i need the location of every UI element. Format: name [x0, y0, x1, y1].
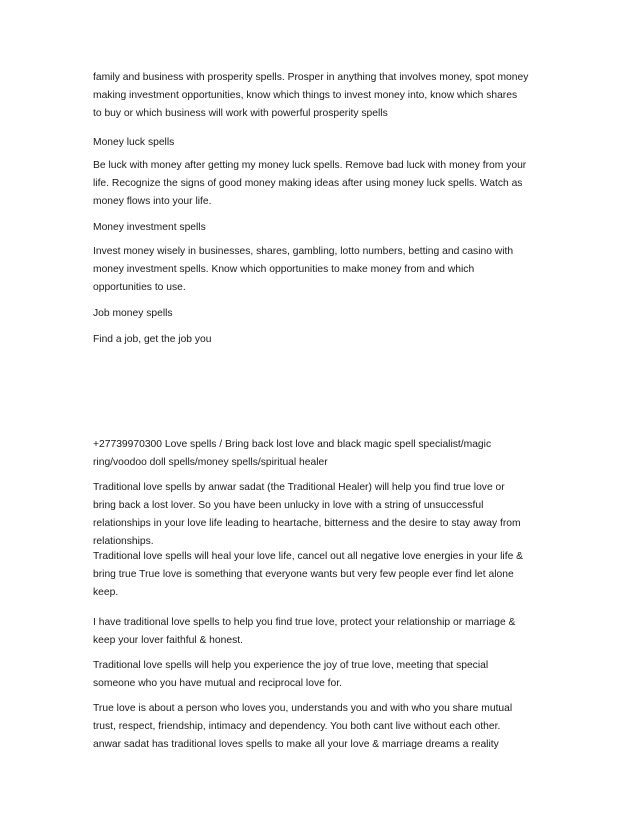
text-line: family and business with prosperity spells. Prosper in anything that involves money, spot money — [93, 72, 529, 83]
paragraph-joy-of-true-love — [93, 657, 553, 693]
text-line: relationships. — [93, 536, 154, 547]
text-line: money flows into your life. — [93, 196, 212, 207]
text-line: I have traditional love spells to help you find true love, protect your relationship or marriage & — [93, 617, 516, 628]
paragraph-true-love-definition — [93, 700, 553, 754]
heading-money-luck-spells — [93, 134, 553, 152]
text-line: trust, respect, friendship, intimacy and dependency. You both cant live without each other. — [93, 721, 501, 732]
paragraph-money-luck — [93, 157, 553, 211]
text-line: True love is about a person who loves you, understands you and with who you share mutual — [93, 703, 513, 714]
text-line: bring true True love is something that everyone wants but very few people ever find let alone — [93, 569, 514, 580]
text-line: keep your lover faithful & honest. — [93, 635, 243, 646]
text-line: to buy or which business will work with powerful prosperity spells — [93, 108, 388, 119]
text-line: money investment spells. Know which opportunities to make money from and which — [93, 264, 475, 275]
text-line: Traditional love spells by anwar sadat (the Traditional Healer) will help you find true love or — [93, 482, 505, 493]
paragraph-find-a-job — [93, 331, 553, 349]
text-line: anwar sadat has traditional loves spells to make all your love & marriage dreams a reality — [93, 739, 499, 750]
heading-job-money-spells — [93, 305, 553, 323]
paragraph-find-true-love — [93, 614, 553, 650]
text-line: making investment opportunities, know which things to invest money into, know which shares — [93, 90, 518, 101]
text-line: bring back a lost lover. So you have been unlucky in love with a string of unsuccessful — [93, 500, 484, 511]
text-line: opportunities to use. — [93, 282, 186, 293]
text-line: Invest money wisely in businesses, shares, gambling, lotto numbers, betting and casino with — [93, 246, 514, 257]
paragraph-prosperity-spells — [93, 69, 553, 123]
text-line: someone who you have mutual and reciprocal love for. — [93, 678, 342, 689]
text-line: Money luck spells — [93, 137, 175, 148]
paragraph-heal-love-life — [93, 548, 553, 602]
text-line: keep. — [93, 587, 119, 598]
paragraph-traditional-love-spells — [93, 479, 553, 551]
text-line: relationships in your love life leading to heartache, bitterness and the desire to stay away from — [93, 518, 521, 529]
text-line: Traditional love spells will help you experience the joy of true love, meeting that special — [93, 660, 489, 671]
text-line: life. Recognize the signs of good money making ideas after using money luck spells. Watch as — [93, 178, 523, 189]
text-line: Job money spells — [93, 308, 173, 319]
text-line: +27739970300 Love spells / Bring back lost love and black magic spell specialist/magic — [93, 439, 492, 450]
text-line: ring/voodoo doll spells/money spells/spiritual healer — [93, 457, 328, 468]
paragraph-money-investment — [93, 243, 553, 297]
heading-money-investment-spells — [93, 219, 553, 237]
text-line: Be luck with money after getting my money luck spells. Remove bad luck with money from your — [93, 160, 527, 171]
paragraph-love-spells-contact — [93, 436, 553, 472]
text-line: Traditional love spells will heal your love life, cancel out all negative love energies in your life & — [93, 551, 524, 562]
text-line: Money investment spells — [93, 222, 206, 233]
text-line: Find a job, get the job you — [93, 334, 212, 345]
